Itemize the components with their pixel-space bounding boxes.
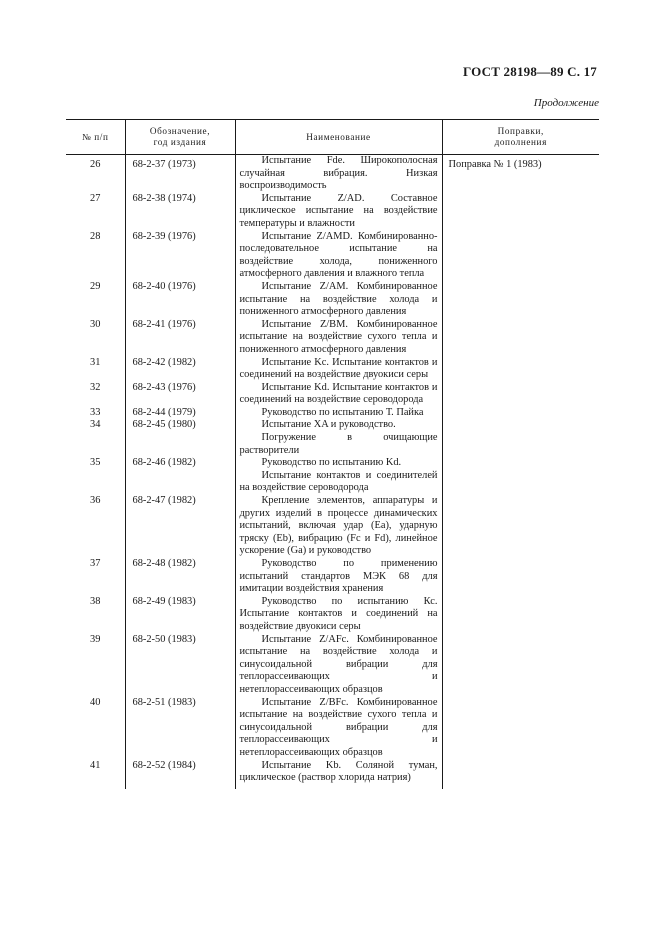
row-name-paragraph: Испытание контактов и соединителей на воздействие сероводорода bbox=[239, 469, 438, 494]
row-name-paragraph: Испытание Kd. Испытание контактов и соединений на воздействие сероводорода bbox=[239, 381, 438, 406]
table-row bbox=[66, 495, 599, 558]
row-number: 38 bbox=[90, 595, 101, 607]
table-spacer-cell bbox=[235, 785, 442, 789]
table-row bbox=[66, 319, 599, 357]
continuation-label: Продолжение bbox=[533, 97, 599, 109]
row-name-paragraph: Испытание Z/BFc. Комбинированное испытание на воздействие сухого тепла и синусоидальной вибрации для теплорассеивающих и нетеплорассеивающих образцов bbox=[239, 696, 438, 758]
column-header-number: № п/п bbox=[66, 120, 125, 155]
row-amendment bbox=[442, 760, 599, 785]
row-designation: 68-2-44 (1979) bbox=[125, 407, 235, 420]
row-name bbox=[235, 281, 442, 319]
row-number: 31 bbox=[90, 356, 101, 368]
table-row bbox=[66, 407, 599, 420]
row-designation: 68-2-43 (1976) bbox=[125, 382, 235, 407]
row-amendment bbox=[442, 382, 599, 407]
table-row bbox=[66, 457, 599, 495]
table-row bbox=[66, 760, 599, 785]
row-number: 34 bbox=[90, 419, 101, 431]
row-name bbox=[235, 357, 442, 382]
row-name bbox=[235, 495, 442, 558]
row-name-paragraph: Крепление элементов, аппаратуры и других изделий в процессе динамических испытаний, включая удар (Ea), ударную тряску (Eb), вибрацию (Fc и Fd), линейное ускорение (Ga) и руководство bbox=[239, 495, 438, 557]
row-designation: 68-2-50 (1983) bbox=[125, 634, 235, 697]
row-name bbox=[235, 697, 442, 760]
row-name-paragraph: Руководство по испытанию Т. Пайка bbox=[261, 406, 424, 418]
row-name bbox=[235, 457, 442, 495]
row-name-paragraph: Испытание Z/AFc. Комбинированное испытание на воздействие холода и синусоидальной вибрации для теплорассеивающих и нетеплорассеивающих образцов bbox=[239, 633, 438, 695]
row-amendment bbox=[442, 634, 599, 697]
table-spacer-cell bbox=[442, 785, 599, 789]
table-row bbox=[66, 634, 599, 697]
row-amendment bbox=[442, 357, 599, 382]
table-row bbox=[66, 357, 599, 382]
row-name bbox=[235, 634, 442, 697]
table-header-row bbox=[66, 120, 599, 155]
row-name-paragraph: Испытание Kb. Соляной туман, циклическое (раствор хлорида натрия) bbox=[239, 759, 438, 784]
row-amendment bbox=[442, 697, 599, 760]
row-designation: 68-2-42 (1982) bbox=[125, 357, 235, 382]
row-amendment bbox=[442, 419, 599, 457]
table-row bbox=[66, 697, 599, 760]
row-number: 39 bbox=[90, 633, 101, 645]
row-designation: 68-2-51 (1983) bbox=[125, 697, 235, 760]
table-row bbox=[66, 558, 599, 596]
row-number: 28 bbox=[90, 230, 101, 242]
row-name-paragraph: Испытание XA и руководство. bbox=[261, 419, 396, 431]
row-amendment bbox=[442, 281, 599, 319]
row-name-paragraph: Испытание Z/AMD. Комбинированно-последовательное испытание на воздействие холода, пониженного атмосферного давления и влажного тепла bbox=[239, 230, 438, 280]
row-designation: 68-2-38 (1974) bbox=[125, 193, 235, 231]
row-designation: 68-2-46 (1982) bbox=[125, 457, 235, 495]
row-designation: 68-2-39 (1976) bbox=[125, 231, 235, 281]
row-amendment bbox=[442, 558, 599, 596]
row-designation: 68-2-45 (1980) bbox=[125, 419, 235, 457]
row-name-paragraph: Испытание Z/BM. Комбинированное испытание на воздействие сухого тепла и пониженного атмосферного давления bbox=[239, 318, 438, 355]
table-row bbox=[66, 281, 599, 319]
row-name bbox=[235, 155, 442, 193]
row-designation: 68-2-47 (1982) bbox=[125, 495, 235, 558]
row-designation: 68-2-40 (1976) bbox=[125, 281, 235, 319]
row-amendment bbox=[442, 193, 599, 231]
row-number: 40 bbox=[90, 696, 101, 708]
row-name bbox=[235, 419, 442, 457]
row-name bbox=[235, 319, 442, 357]
column-header-name: Наименование bbox=[235, 120, 442, 155]
row-amendment bbox=[442, 457, 599, 495]
row-number: 26 bbox=[90, 159, 101, 170]
row-number: 33 bbox=[90, 406, 101, 418]
row-designation: 68-2-48 (1982) bbox=[125, 558, 235, 596]
row-name-paragraph: Руководство по испытанию Кс. Испытание контактов и соединений на воздействие двуокиси серы bbox=[239, 595, 438, 632]
row-amendment: Поправка № 1 (1983) bbox=[442, 155, 599, 193]
row-name bbox=[235, 760, 442, 785]
row-name bbox=[235, 596, 442, 634]
table-row bbox=[66, 231, 599, 281]
row-number: 30 bbox=[90, 318, 101, 330]
row-name-paragraph: Руководство по применению испытаний стандартов МЭК 68 для имитации воздействия хранения bbox=[239, 558, 438, 595]
row-number: 37 bbox=[90, 558, 101, 569]
table-spacer-cell bbox=[66, 785, 125, 789]
row-number: 27 bbox=[90, 192, 101, 204]
table-row bbox=[66, 419, 599, 457]
row-number: 41 bbox=[90, 759, 101, 771]
table-row bbox=[66, 193, 599, 231]
table-spacer-cell bbox=[125, 785, 235, 789]
row-name-paragraph: Руководство по испытанию Kd. bbox=[261, 457, 402, 469]
table-spacer-row bbox=[66, 785, 599, 789]
row-name-paragraph: Испытание Z/AM. Комбинированное испытание на воздействие холода и пониженного атмосферного давления bbox=[239, 280, 438, 318]
page-header: ГОСТ 28198—89 С. 17 bbox=[463, 64, 597, 79]
row-number: 36 bbox=[90, 495, 101, 507]
row-amendment bbox=[442, 231, 599, 281]
row-name-paragraph: Испытание Kс. Испытание контактов и соединений на воздействие двуокиси серы bbox=[239, 356, 438, 381]
table-row bbox=[66, 382, 599, 407]
row-name bbox=[235, 558, 442, 596]
row-name bbox=[235, 407, 442, 420]
row-amendment bbox=[442, 596, 599, 634]
row-number: 29 bbox=[90, 280, 101, 292]
row-name bbox=[235, 231, 442, 281]
table-row bbox=[66, 596, 599, 634]
row-name-paragraph: Испытание Z/AD. Составное циклическое испытание на воздействие температуры и влажности bbox=[239, 192, 438, 229]
row-name-paragraph: Испытание Fdе. Широкополосная случайная вибрация. Низкая воспроизводимость bbox=[239, 155, 438, 192]
row-number: 32 bbox=[90, 381, 101, 393]
row-amendment bbox=[442, 495, 599, 558]
row-name bbox=[235, 193, 442, 231]
column-header-designation: Обозначение, год издания bbox=[125, 120, 235, 155]
column-header-amendments: Поправки, дополнения bbox=[442, 120, 599, 155]
row-amendment bbox=[442, 407, 599, 420]
row-name bbox=[235, 382, 442, 407]
row-name-paragraph: Погружение в очищающие растворители bbox=[239, 432, 438, 456]
row-designation: 68-2-37 (1973) bbox=[125, 155, 235, 193]
row-designation: 68-2-49 (1983) bbox=[125, 596, 235, 634]
row-amendment bbox=[442, 319, 599, 357]
table-row bbox=[66, 155, 599, 193]
standards-table bbox=[66, 119, 599, 789]
table-body bbox=[66, 155, 599, 789]
row-designation: 68-2-41 (1976) bbox=[125, 319, 235, 357]
row-number: 35 bbox=[90, 457, 101, 469]
row-designation: 68-2-52 (1984) bbox=[125, 760, 235, 785]
